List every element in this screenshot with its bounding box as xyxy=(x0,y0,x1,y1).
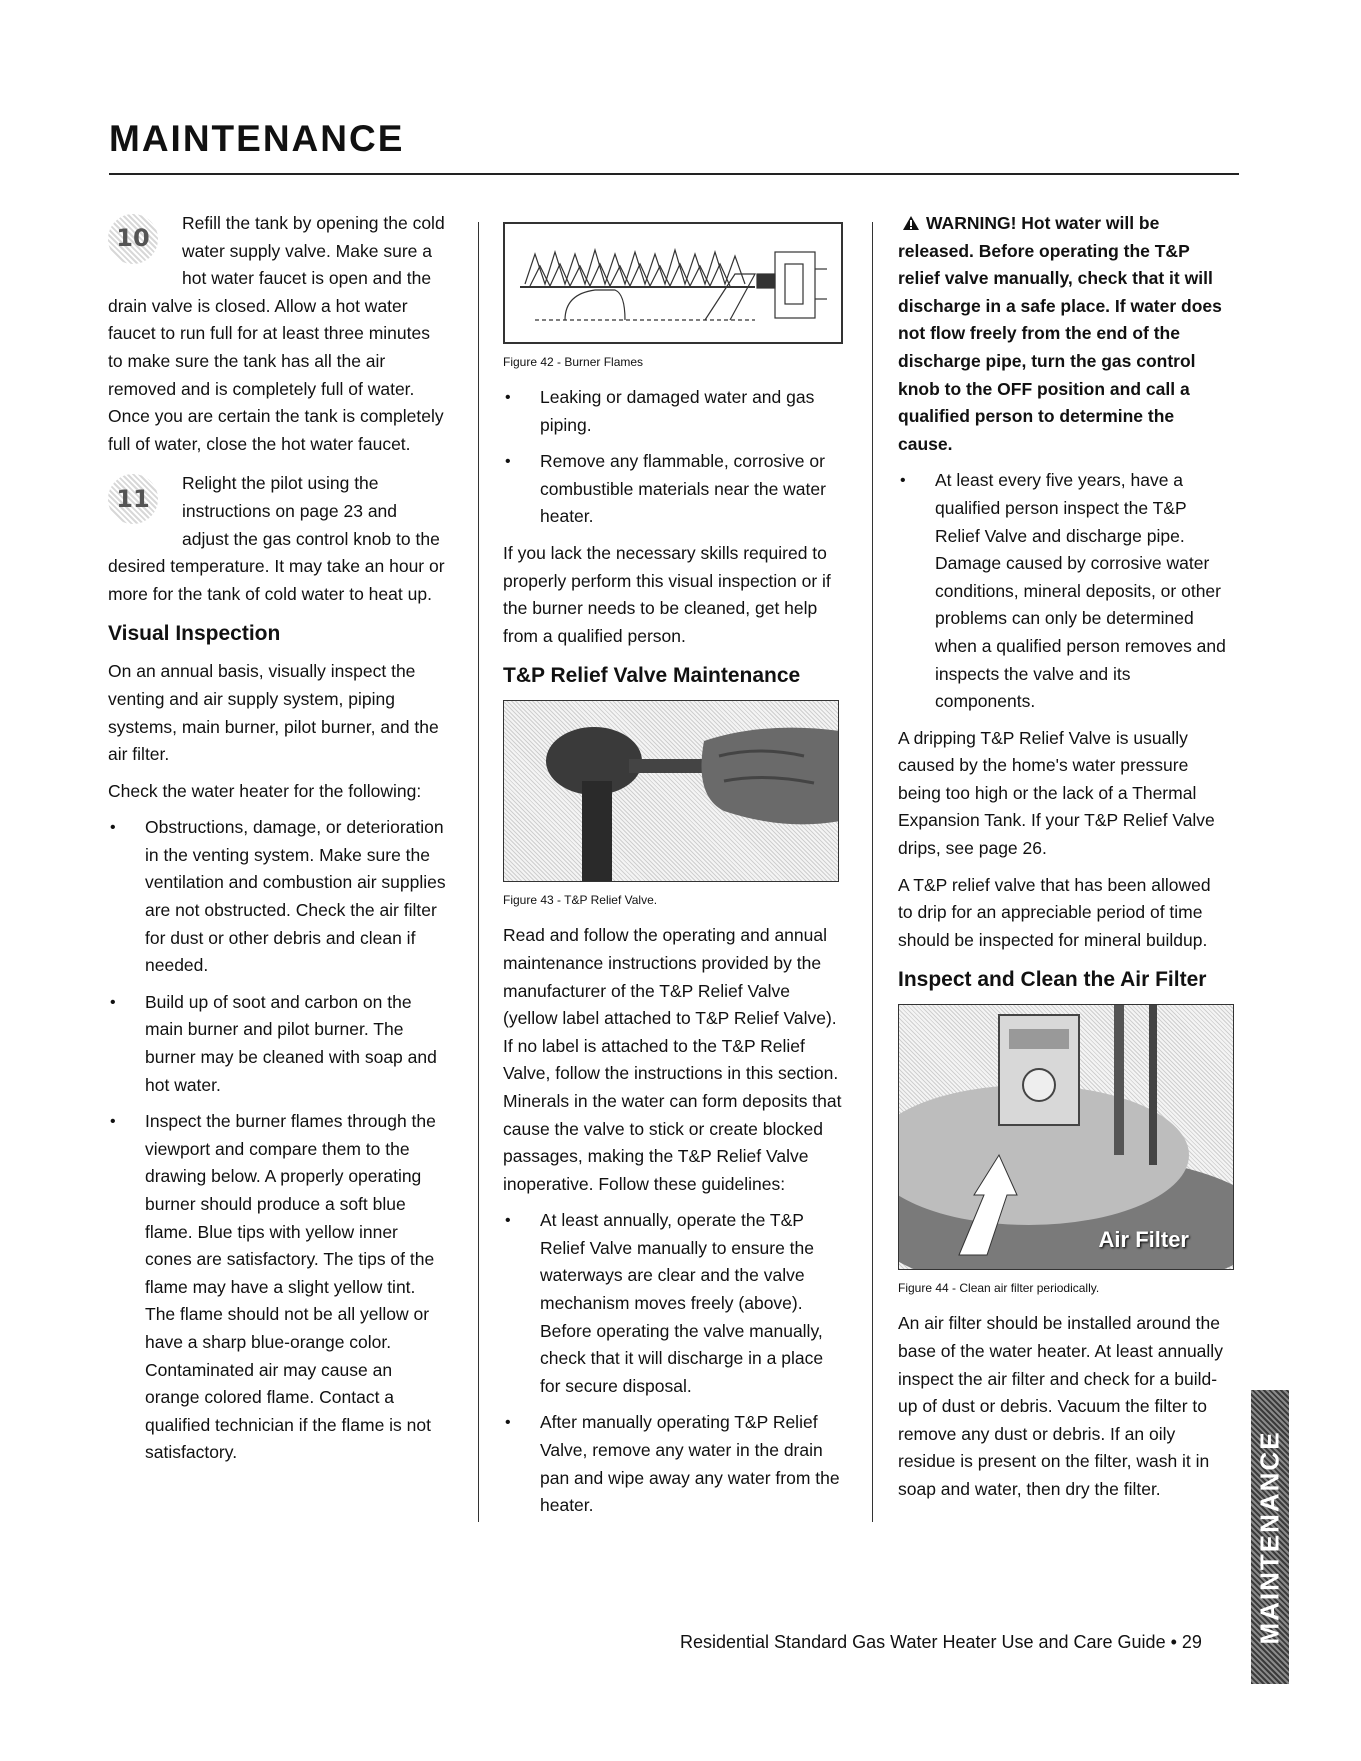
list-item: • Remove any flammable, corrosive or combustible materials near the water heater. xyxy=(503,448,848,531)
paragraph: Read and follow the operating and annual maintenance instructions provided by the manufacturer of the T&P Relief Valve (yellow label attached to T&P Relief Valve). If no label is attached to the T&P Relief Valve, follow the instructions in this section. Minerals in the water can form deposits that cause the valve to stick or create blocked passages, making the T&P Relief Valve inoperative. Follow these guidelines: xyxy=(503,925,842,1194)
step-text: Relight the pilot using the instructions on page 23 and adjust the gas control knob to the desired temperature. It may take an hour or more for the tank of cold water to heat up. xyxy=(108,473,445,604)
paragraph: A dripping T&P Relief Valve is usually caused by the home's water pressure being too high or the lack of a Thermal Expansion Tank. If your T&P Relief Valve drips, see page 26. xyxy=(898,727,1215,859)
list-item: • Inspect the burner flames through the viewport and compare them to the drawing below. A properly operating burner should produce a soft blue flame. Blue tips with yellow inner cones are satisfactory. The tips of the flame may have a slight yellow tint. The flame should not be all yellow or have a sharp blue-orange color. Contaminated air may cause an orange colored flame. Contact a qualified technician if the flame is not satisfactory. xyxy=(108,1108,448,1467)
step-number: 11 xyxy=(116,484,150,513)
step-number: 10 xyxy=(116,224,150,253)
paragraph: A T&P relief valve that has been allowed to drip for an appreciable period of time should be inspected for mineral buildup. xyxy=(898,874,1211,950)
column-divider-right xyxy=(872,222,873,1522)
warning-text: WARNING! Hot water will be released. Before operating the T&P relief valve manually, check that it will discharge in a safe place. If water does not flow freely from the end of the discharge pipe, turn the gas control knob to the OFF position and call a qualified person to determine the cause. xyxy=(898,213,1222,454)
section-heading-tp-relief-valve: T&P Relief Valve Maintenance xyxy=(503,664,801,688)
bullet-list xyxy=(503,1207,848,1520)
page-footer: Residential Standard Gas Water Heater Use and Care Guide • 29 xyxy=(680,1632,1202,1652)
step-text: Refill the tank by opening the cold water supply valve. Make sure a hot water faucet is open and the drain valve is closed. Allow a hot water faucet to run full for at least three minutes to make sure the tank has all the air removed and is completely full of water. Once you are certain the tank is completely full of water, close the hot water faucet. xyxy=(108,213,445,454)
bullet-list xyxy=(503,384,848,531)
list-item: • Leaking or damaged water and gas piping. xyxy=(503,384,848,439)
step-number-badge xyxy=(108,474,158,524)
paragraph: On an annual basis, visually inspect the venting and air supply system, piping systems, main burner, pilot burner, and the air filter. xyxy=(108,661,439,765)
paragraph: Check the water heater for the following: xyxy=(108,780,422,801)
column-middle xyxy=(503,210,848,1529)
step-11 xyxy=(108,470,448,608)
list-item: • At least annually, operate the T&P Relief Valve manually to ensure the waterways are clear and the valve mechanism moves freely (above). Before operating the valve manually, check that it will discharge in a place for secure disposal. xyxy=(503,1207,848,1400)
figure-caption: Figure 44 - Clean air filter periodically. xyxy=(898,1281,1100,1296)
figure-caption: Figure 42 - Burner Flames xyxy=(503,355,644,369)
column-right xyxy=(898,210,1230,1513)
list-item: • After manually operating T&P Relief Valve, remove any water in the drain pan and wipe away any water from the heater. xyxy=(503,1409,848,1519)
warning-triangle-icon xyxy=(902,215,920,231)
side-tab-label: MAINTENANCE xyxy=(1254,1429,1285,1645)
warning-block xyxy=(898,210,1230,458)
air-filter-photo-label: Air Filter xyxy=(1098,1226,1189,1252)
tp-relief-valve-photo xyxy=(504,701,839,882)
section-side-tab xyxy=(1251,1390,1289,1684)
figure-burner-flames xyxy=(503,222,843,344)
list-item: • Build up of soot and carbon on the main burner and pilot burner. The burner may be cleaned with soap and hot water. xyxy=(108,989,448,1099)
bullet-list xyxy=(108,814,448,1467)
page-title: MAINTENANCE xyxy=(109,118,405,159)
step-10 xyxy=(108,210,448,458)
step-number-badge xyxy=(108,214,158,264)
figure-tp-relief-valve xyxy=(503,700,839,882)
section-heading-air-filter: Inspect and Clean the Air Filter xyxy=(898,968,1207,992)
list-item: • Obstructions, damage, or deterioration in the venting system. Make sure the ventilation and combustion air supplies are not obstructed. Check the air filter for dust or other debris and clean if needed. xyxy=(108,814,448,980)
section-heading-visual-inspection: Visual Inspection xyxy=(108,622,281,646)
column-left xyxy=(108,210,448,1476)
figure-caption: Figure 43 - T&P Relief Valve. xyxy=(503,893,658,908)
title-divider xyxy=(109,173,1239,175)
figure-air-filter xyxy=(898,1004,1234,1270)
column-divider-left xyxy=(478,222,479,1522)
list-item: • At least every five years, have a qualified person inspect the T&P Relief Valve and discharge pipe. Damage caused by corrosive water conditions, mineral deposits, or other problems can only be determined when a qualified person removes and inspects the valve and its components. xyxy=(898,467,1230,715)
paragraph: An air filter should be installed around the base of the water heater. At least annually inspect the air filter and check for a build-up of dust or debris. Vacuum the filter to remove any dust or debris. If an oily residue is present on the filter, wash it in soap and water, then dry the filter. xyxy=(898,1313,1223,1499)
bullet-list xyxy=(898,467,1230,715)
burner-flames-illustration xyxy=(505,224,841,342)
paragraph: If you lack the necessary skills required to properly perform this visual inspection or if the burner needs to be cleaned, get help from a qualified person. xyxy=(503,542,831,646)
